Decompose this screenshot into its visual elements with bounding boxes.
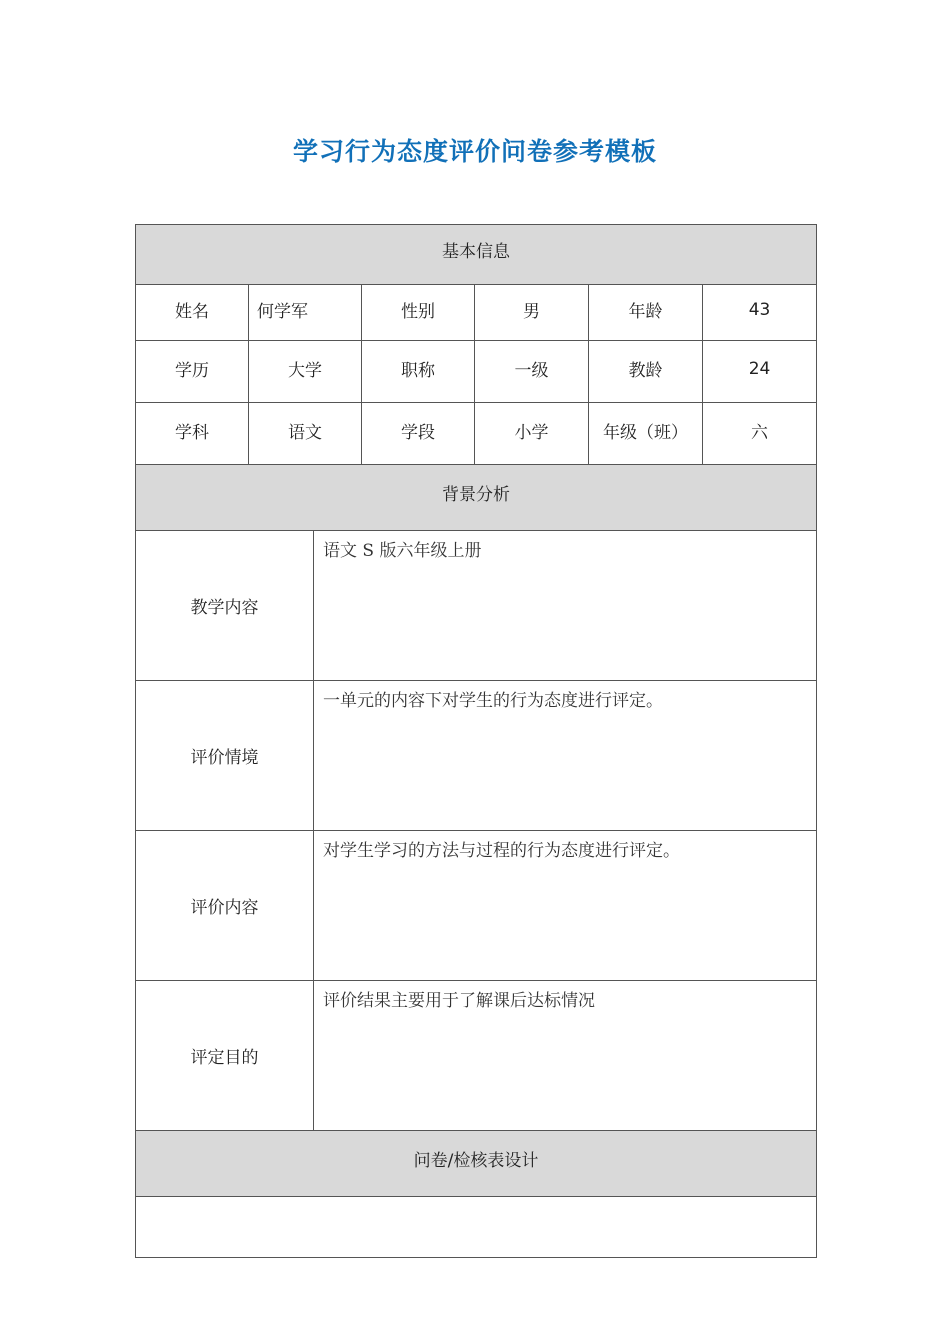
teaching-years-value: 24 (703, 341, 817, 403)
basic-info-header-row (136, 225, 817, 285)
eval-purpose-label: 评定目的 (136, 981, 314, 1131)
name-label: 姓名 (136, 285, 249, 341)
grade-value: 六 (703, 403, 817, 465)
teaching-content-value: 语文 S 版六年级上册 (314, 531, 817, 681)
eval-content-value: 对学生学习的方法与过程的行为态度进行评定。 (314, 831, 817, 981)
job-title-label: 职称 (362, 341, 475, 403)
stage-label: 学段 (362, 403, 475, 465)
subject-label: 学科 (136, 403, 249, 465)
eval-context-label: 评价情境 (136, 681, 314, 831)
eval-context-value: 一单元的内容下对学生的行为态度进行评定。 (314, 681, 817, 831)
stage-value: 小学 (475, 403, 589, 465)
questionnaire-header-row (136, 1131, 817, 1197)
questionnaire-body-row (136, 1197, 817, 1258)
teaching-content-row (136, 531, 817, 681)
education-label: 学历 (136, 341, 249, 403)
page-title: 学习行为态度评价问卷参考模板 (292, 137, 657, 166)
info-row-2 (136, 341, 817, 403)
age-value: 43 (703, 285, 817, 341)
gender-label: 性别 (362, 285, 475, 341)
background-header: 背景分析 (136, 465, 817, 531)
info-row-3 (136, 403, 817, 465)
grade-label: 年级（班） (589, 403, 703, 465)
education-value: 大学 (249, 341, 362, 403)
evaluation-form-table (135, 224, 817, 1258)
job-title-value: 一级 (475, 341, 589, 403)
background-header-row (136, 465, 817, 531)
eval-purpose-value: 评价结果主要用于了解课后达标情况 (314, 981, 817, 1131)
age-label: 年龄 (589, 285, 703, 341)
gender-value: 男 (475, 285, 589, 341)
eval-content-label: 评价内容 (136, 831, 314, 981)
basic-info-header: 基本信息 (136, 225, 817, 285)
name-value: 何学军 (249, 285, 362, 341)
info-row-1 (136, 285, 817, 341)
subject-value: 语文 (249, 403, 362, 465)
teaching-years-label: 教龄 (589, 341, 703, 403)
questionnaire-header: 问卷/检核表设计 (136, 1131, 817, 1197)
questionnaire-body (136, 1197, 817, 1258)
teaching-content-label: 教学内容 (136, 531, 314, 681)
eval-content-row (136, 831, 817, 981)
eval-context-row (136, 681, 817, 831)
eval-purpose-row (136, 981, 817, 1131)
